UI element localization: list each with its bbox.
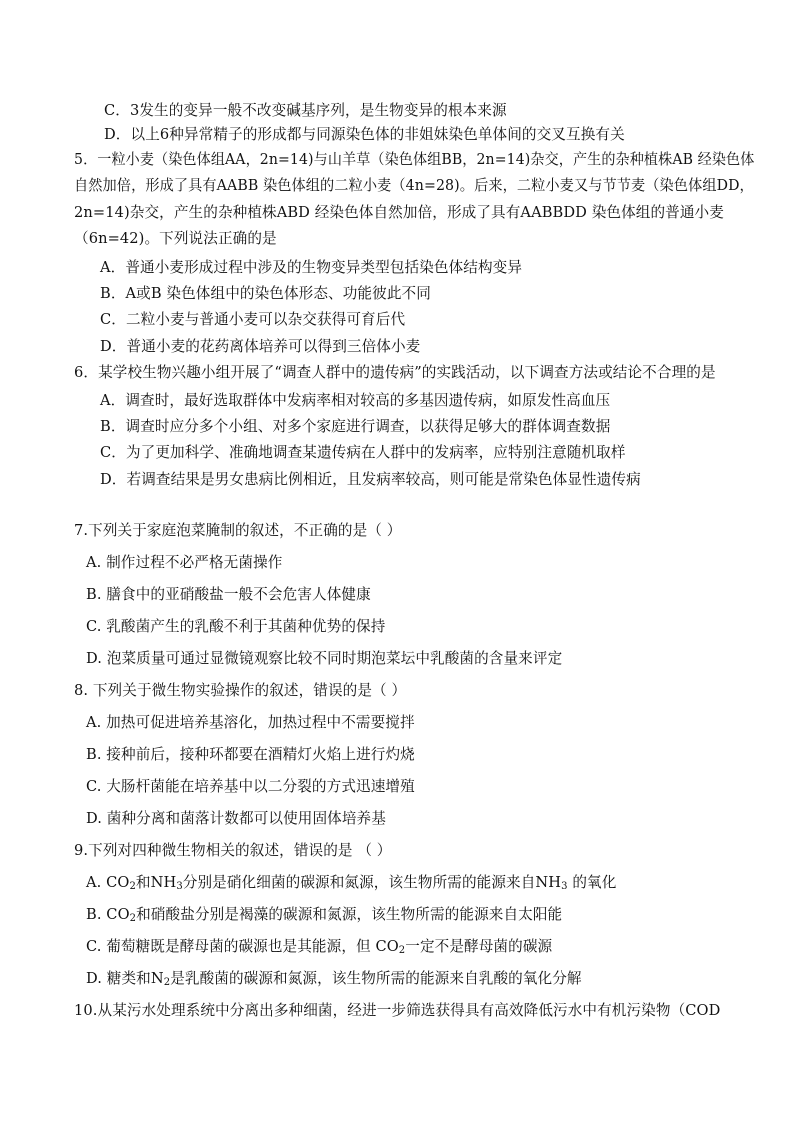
q6-option-c: C．为了更加科学、准确地调查某遗传病在人群中的发病率，应特别注意随机取样 (100, 444, 626, 461)
q8-option-b: B. 接种前后，接种环都要在酒精灯火焰上进行灼烧 (86, 746, 415, 763)
q8-option-a: A. 加热可促进培养基溶化，加热过程中不需要搅拌 (86, 714, 415, 731)
q6-stem: 6．某学校生物兴趣小组开展了“调查人群中的遗传病”的实践活动，以下调查方法或结论不合理的是 (74, 364, 716, 381)
q9-option-c: C. 葡萄糖既是酵母菌的碳源也是其能源，但 $CO_2$一定不是酵母菌的碳源 (86, 938, 553, 956)
q8-stem: 8. 下列关于微生物实验操作的叙述，错误的是（ ） (74, 682, 407, 699)
q5-stem-line1: 5．一粒小麦（染色体组AA，2n=14)与山羊草（染色体组BB，2n=14)杂交，产生的杂种植株AB 经染色体 (74, 151, 755, 168)
q6-option-a: A．调查时，最好选取群体中发病率相对较高的多基因遗传病，如原发性高血压 (100, 392, 611, 409)
q9-option-a: A. $CO_2$和$NH_3$分别是硝化细菌的碳源和氮源，该生物所需的能源来自$NH_3$ 的氧化 (86, 874, 617, 892)
q4-option-c: C．3发生的变异一般不改变碱基序列，是生物变异的根本来源 (104, 102, 507, 119)
q7-option-d: D. 泡菜质量可通过显微镜观察比较不同时期泡菜坛中乳酸菌的含量来评定 (86, 650, 563, 667)
q9-stem: 9.下列对四种微生物相关的叙述，错误的是 （ ） (74, 842, 392, 859)
q5-option-b: B．A或B 染色体组中的染色体形态、功能彼此不同 (100, 285, 431, 302)
q4-option-d: D．以上6种异常精子的形成都与同源染色体的非姐妹染色单体间的交叉互换有关 (104, 126, 625, 143)
q5-stem-line4: （6n=42)。下列说法正确的是 (74, 230, 277, 247)
q8-option-c: C. 大肠杆菌能在培养基中以二分裂的方式迅速增殖 (86, 778, 415, 795)
q7-stem: 7.下列关于家庭泡菜腌制的叙述，不正确的是（ ） (74, 522, 402, 539)
q7-option-b: B. 膳食中的亚硝酸盐一般不会危害人体健康 (86, 586, 371, 603)
q6-option-d: D．若调查结果是男女患病比例相近，且发病率较高，则可能是常染色体显性遗传病 (100, 471, 641, 488)
q8-option-d: D. 菌种分离和菌落计数都可以使用固体培养基 (86, 810, 386, 827)
q5-stem-line2: 自然加倍，形成了具有AABB 染色体组的二粒小麦（4n=28)。后来，二粒小麦又与节节麦（染色体组DD， (74, 177, 754, 194)
q9-option-b: B. $CO_2$和硝酸盐分别是褐藻的碳源和氮源，该生物所需的能源来自太阳能 (86, 906, 563, 924)
q5-option-d: D．普通小麦的花药离体培养可以得到三倍体小麦 (100, 338, 421, 355)
q5-option-a: A．普通小麦形成过程中涉及的生物变异类型包括染色体结构变异 (100, 259, 523, 276)
q6-option-b: B．调查时应分多个小组、对多个家庭进行调查，以获得足够大的群体调查数据 (100, 418, 611, 435)
q10-stem: 10.从某污水处理系统中分离出多种细菌，经进一步筛选获得具有高效降低污水中有机污染物（COD (74, 1002, 721, 1019)
q5-stem-line3: 2n=14)杂交，产生的杂种植株ABD 经染色体自然加倍，形成了具有AABBDD 染色体组的普通小麦 (74, 204, 724, 221)
q9-option-d: D. 糖类和$N_2$是乳酸菌的碳源和氮源，该生物所需的能源来自乳酸的氧化分解 (86, 970, 582, 988)
q7-option-a: A. 制作过程不必严格无菌操作 (86, 554, 283, 571)
q5-option-c: C．二粒小麦与普通小麦可以杂交获得可育后代 (100, 311, 406, 328)
q7-option-c: C. 乳酸菌产生的乳酸不利于其菌种优势的保持 (86, 618, 386, 635)
